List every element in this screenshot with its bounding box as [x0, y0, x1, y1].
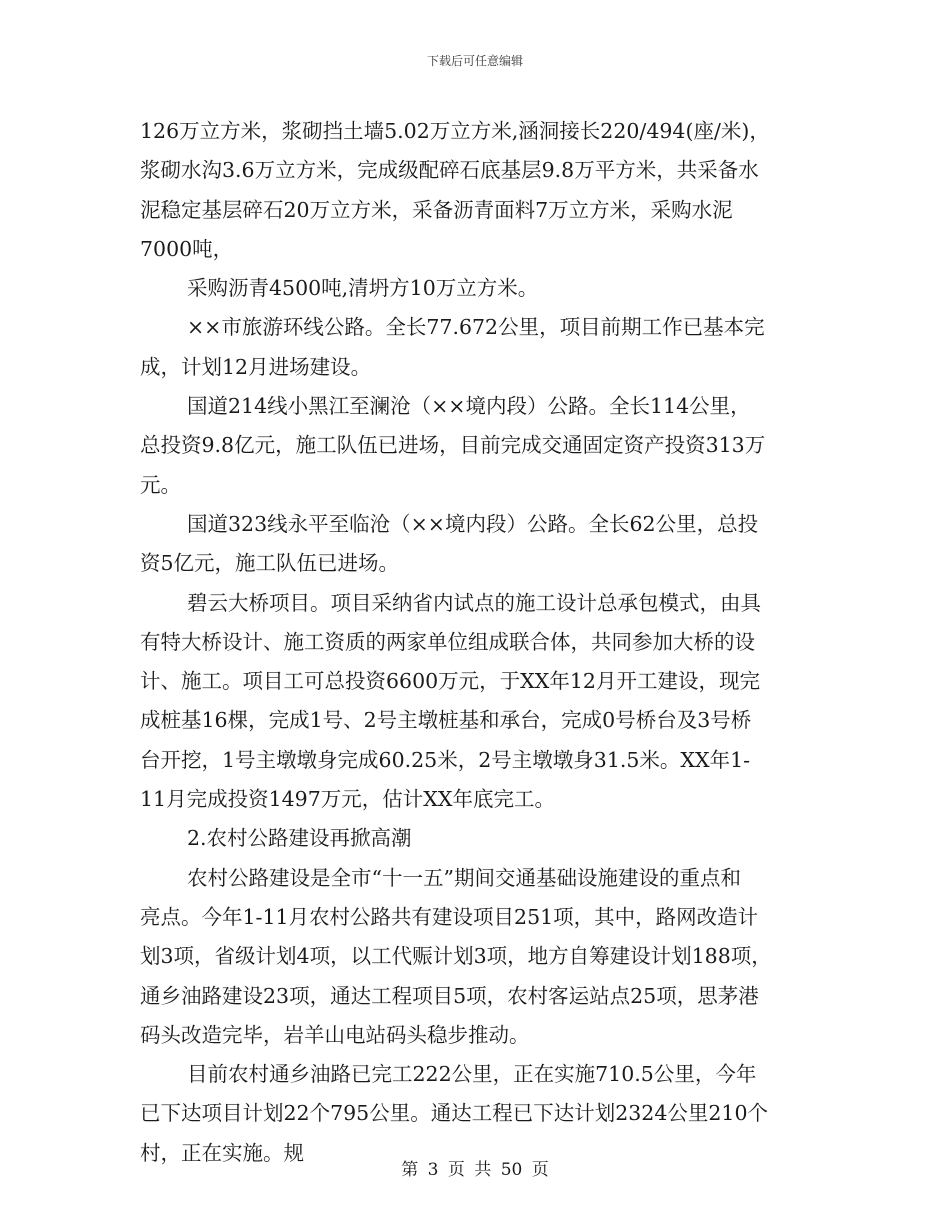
- text-line: 7000吨，: [140, 236, 234, 261]
- text-line: 村，正在实施。规: [140, 1140, 304, 1165]
- text-line: ××市旅游环线公路。全长77.672公里，项目前期工作已基本完: [187, 315, 765, 340]
- text-line: 已下达项目计划22个795公里。通达工程已下达计划2324公里210个: [140, 1101, 769, 1126]
- text-line: 划3项，省级计划4项，以工代赈计划3项，地方自筹建设计划188项，: [140, 944, 772, 969]
- text-line: 总投资9.8亿元，施工队伍已进场，目前完成交通固定资产投资313万: [140, 433, 766, 458]
- text-line: 有特大桥设计、施工资质的两家单位组成联合体，共同参加大桥的设: [140, 629, 755, 654]
- page-footer: 第 3 页 共 50 页: [401, 1160, 549, 1180]
- text-line: 国道214线小黑江至澜沧（××境内段）公路。全长114公里，: [187, 394, 751, 419]
- text-line: 农村公路建设是全市“十一五”期间交通基础设施建设的重点和: [187, 865, 741, 890]
- text-line: 码头改造完毕，岩羊山电站码头稳步推动。: [140, 1022, 530, 1047]
- text-line: 资5亿元，施工队伍已进场。: [140, 551, 400, 576]
- text-line: 目前农村通乡油路已完工222公里，正在实施710.5公里，今年: [187, 1062, 757, 1087]
- text-line: 126万立方米，浆砌挡土墙5.02万立方米,涵洞接长220/494(座/米)，: [140, 119, 770, 143]
- text-line: 台开挖，1号主墩墩身完成60.25米，2号主墩墩身31.5米。XX年1-: [140, 747, 751, 772]
- text-line: 2.农村公路建设再掀高潮: [187, 826, 412, 851]
- text-line: 泥稳定基层碎石20万立方米，采备沥青面料7万立方米，采购水泥: [140, 197, 733, 222]
- document-body: [140, 112, 812, 1173]
- text-line: 亮点。今年1-11月农村公路共有建设项目251项，其中，路网改造计: [140, 904, 759, 929]
- text-line: 成，计划12月进场建设。: [140, 354, 372, 379]
- text-line: 通乡油路建设23项，通达工程项目5项，农村客运站点25项，思茅港: [140, 983, 759, 1008]
- text-line: 元。: [140, 472, 181, 497]
- text-line: 碧云大桥项目。项目采纳省内试点的施工设计总承包模式，由具: [187, 590, 761, 615]
- text-line: 11月完成投资1497万元，估计XX年底完工。: [140, 787, 555, 812]
- text-line: 浆砌水沟3.6万立方米，完成级配碎石底基层9.8万平方米，共采备水: [140, 158, 759, 183]
- page-header: 下载后可任意编辑: [426, 54, 523, 68]
- text-line: 国道323线永平至临沧（××境内段）公路。全长62公里，总投: [187, 511, 759, 536]
- text-line: 计、施工。项目工可总投资6600万元，于XX年12月开工建设，现完: [140, 669, 760, 694]
- text-line: 成桩基16棵，完成1号、2号主墩桩基和承台，完成0号桥台及3号桥: [140, 708, 752, 733]
- text-line: 采购沥青4500吨,清坍方10万立方米。: [187, 276, 539, 301]
